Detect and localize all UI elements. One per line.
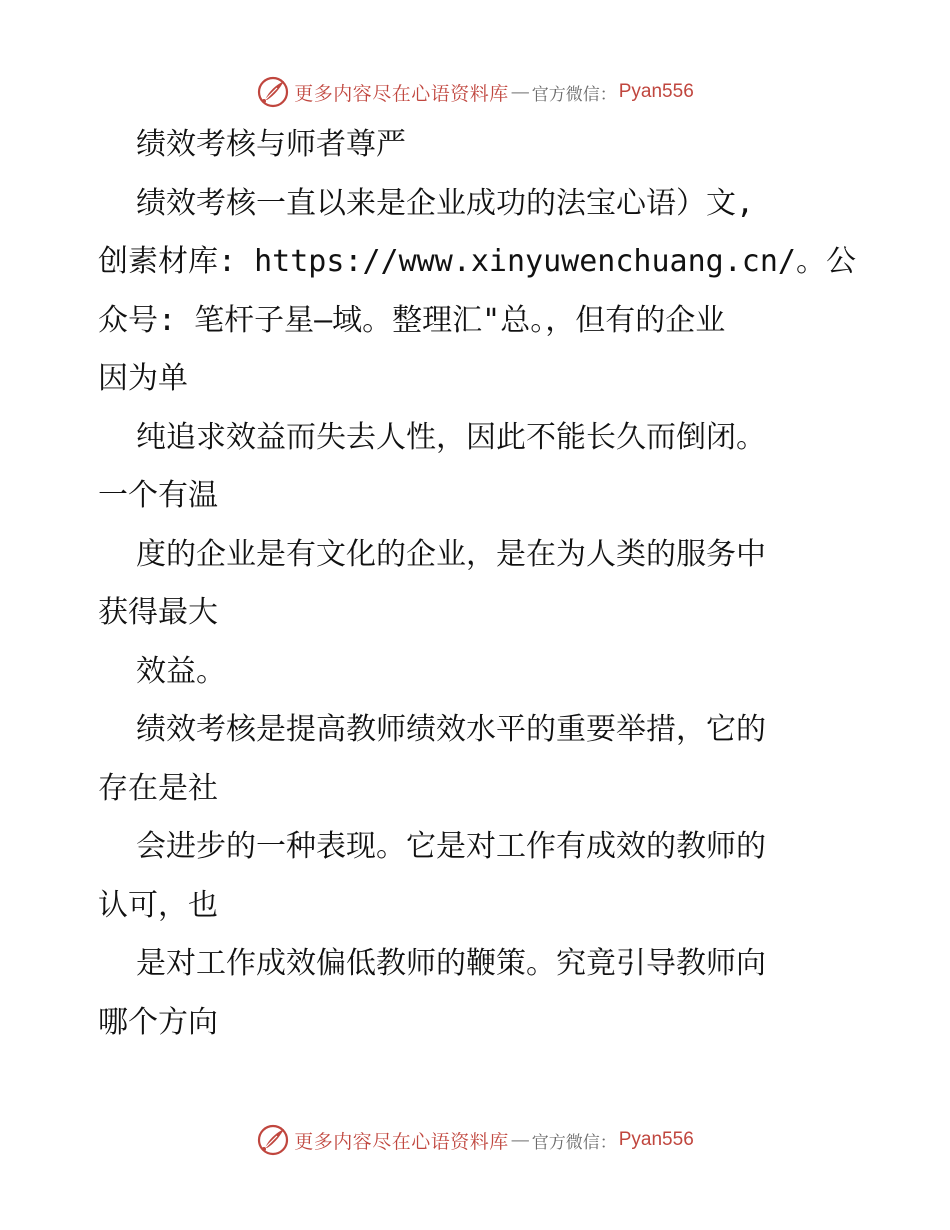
text-line: 众号: 笔杆子星—域。整理汇"总。，但有的企业 [98, 302, 726, 338]
text-line: 创素材库: https://www.xinyuwenchuang.cn/。公 [98, 244, 856, 279]
text-line: 效益。 [136, 653, 226, 689]
feather-pen-logo-icon [256, 75, 290, 109]
banner-wechat-id: Pyan556 [618, 81, 694, 102]
text-line: 哪个方向 [98, 1004, 218, 1040]
banner-separator: — [510, 81, 530, 103]
footer-banner [0, 1120, 950, 1160]
text-line: 获得最大 [98, 595, 218, 630]
banner-wechat-label: 官方微信： [531, 1132, 617, 1153]
document-title: 绩效考核与师者尊严 [136, 127, 406, 162]
text-line: 一个有温 [98, 478, 218, 513]
banner-wechat-id: Pyan556 [618, 1129, 694, 1150]
banner-separator: — [510, 1129, 530, 1151]
text-line: 绩效考核一直以来是企业成功的法宝心语）文, [136, 185, 755, 221]
text-line: 绩效考核是提高教师绩效水平的重要举措，它的 [136, 712, 766, 747]
text-line: 是对工作成效偏低教师的鞭策。究竟引导教师向 [136, 946, 766, 981]
feather-pen-logo-icon [256, 1123, 290, 1157]
text-line: 会进步的一种表现。它是对工作有成效的教师的 [136, 829, 766, 864]
banner-text: 更多内容尽在心语资料库 [294, 1130, 509, 1153]
document-body [98, 116, 858, 1052]
banner-text: 更多内容尽在心语资料库 [294, 82, 509, 105]
text-line: 纯追求效益而失去人性，因此不能长久而倒闭。 [136, 419, 766, 455]
text-line: 度的企业是有文化的企业，是在为人类的服务中 [136, 536, 766, 572]
text-line: 存在是社 [98, 770, 218, 806]
banner-wechat-label: 官方微信： [531, 84, 617, 105]
text-line: 因为单 [98, 361, 188, 396]
text-line: 认可，也 [98, 887, 218, 923]
header-banner [0, 72, 950, 112]
